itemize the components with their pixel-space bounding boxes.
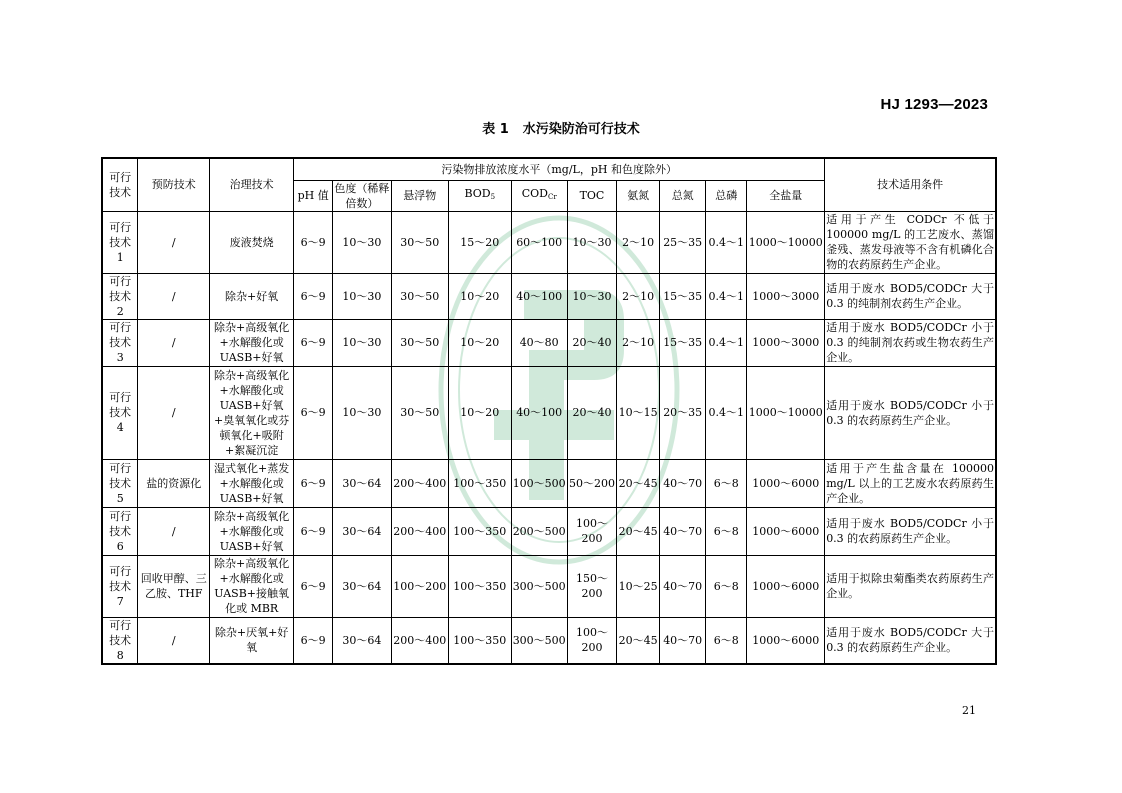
- cell-ss: 30～50: [391, 273, 448, 319]
- cell-cod: 40～100: [511, 273, 567, 319]
- header-prevention: 预防技术: [138, 158, 210, 211]
- cell-toc: 100～200: [567, 617, 616, 664]
- cell-conditions: 适用于拟除虫菊酯类农药原药生产企业。: [825, 555, 996, 617]
- cell-ph: 6～9: [294, 555, 333, 617]
- cell-cod: 40～100: [511, 366, 567, 459]
- page-number: 21: [962, 704, 976, 717]
- cell-ss: 30～50: [391, 319, 448, 366]
- cell-prevention: /: [138, 617, 210, 664]
- cell-color: 10～30: [333, 273, 391, 319]
- cell-ph: 6～9: [294, 507, 333, 555]
- cell-ph: 6～9: [294, 211, 333, 273]
- cell-ss: 200～400: [391, 617, 448, 664]
- cell-treatment: 除杂+高级氧化+水解酸化或UASB+好氧+臭氧氧化或芬顿氧化+吸附+絮凝沉淀: [210, 366, 294, 459]
- cell-salt: 1000～6000: [747, 459, 825, 507]
- cell-salt: 1000～6000: [747, 617, 825, 664]
- cell-salt: 1000～6000: [747, 507, 825, 555]
- cell-tech: 可行技术 5: [102, 459, 138, 507]
- cell-tp: 6～8: [706, 507, 747, 555]
- header-ph: pH 值: [294, 180, 333, 211]
- cell-tech: 可行技术 7: [102, 555, 138, 617]
- cell-tech: 可行技术 3: [102, 319, 138, 366]
- header-treatment: 治理技术: [210, 158, 294, 211]
- cell-ss: 30～50: [391, 211, 448, 273]
- cell-tp: 0.4～1: [706, 319, 747, 366]
- cell-color: 10～30: [333, 319, 391, 366]
- table-title: [0, 118, 1122, 137]
- cell-color: 10～30: [333, 366, 391, 459]
- cell-treatment: 除杂+高级氧化+水解酸化或UASB+接触氧化或 MBR: [210, 555, 294, 617]
- cell-tn: 40～70: [660, 555, 706, 617]
- cell-color: 30～64: [333, 555, 391, 617]
- table-row: [102, 319, 996, 366]
- cell-nh3n: 2～10: [617, 211, 660, 273]
- cell-tn: 15～35: [660, 273, 706, 319]
- cell-color: 10～30: [333, 211, 391, 273]
- cell-salt: 1000～3000: [747, 273, 825, 319]
- cell-toc: 150～200: [567, 555, 616, 617]
- cell-bod: 100～350: [448, 617, 511, 664]
- cell-ss: 200～400: [391, 507, 448, 555]
- cell-bod: 100～350: [448, 459, 511, 507]
- cell-bod: 15～20: [448, 211, 511, 273]
- cell-tech: 可行技术 8: [102, 617, 138, 664]
- cell-conditions: 适用于产生 CODCr 不低于 100000 mg/L 的工艺废水、蒸馏釜残、蒸发母液等不含有机磷化合物的农药原药生产企业。: [826, 213, 994, 271]
- cell-conditions: 适用于废水 BOD5/CODCr 小于 0.3 的农药原药生产企业。: [825, 366, 996, 459]
- cell-bod: 100～350: [448, 555, 511, 617]
- cell-treatment: 废液焚烧: [210, 211, 294, 273]
- cell-tp: 6～8: [706, 459, 747, 507]
- cell-salt: 1000～6000: [747, 555, 825, 617]
- cell-bod: 10～20: [448, 273, 511, 319]
- cell-cod: 100～500: [511, 459, 567, 507]
- cell-tp: 0.4～1: [706, 366, 747, 459]
- cell-tech: 可行技术 6: [102, 507, 138, 555]
- cell-color: 30～64: [333, 507, 391, 555]
- cell-conditions: 适用于废水 BOD5/CODCr 大于 0.3 的农药原药生产企业。: [825, 617, 996, 664]
- cell-ph: 6～9: [294, 319, 333, 366]
- cell-ph: 6～9: [294, 459, 333, 507]
- cell-ph: 6～9: [294, 273, 333, 319]
- cell-nh3n: 20～45: [617, 459, 660, 507]
- header-ss: 悬浮物: [391, 180, 448, 211]
- header-toc: TOC: [567, 180, 616, 211]
- cell-ss: 100～200: [391, 555, 448, 617]
- cell-color: 30～64: [333, 617, 391, 664]
- header-bod: $BOD_5$: [448, 180, 511, 211]
- cell-prevention: /: [138, 366, 210, 459]
- cell-salt: 1000～10000: [747, 211, 825, 273]
- cell-cod: 60～100: [511, 211, 567, 273]
- cell-conditions: 适用于产生盐含量在 100000 mg/L 以上的工艺废水农药原药生产企业。: [825, 459, 996, 507]
- cell-treatment: 除杂+高级氧化+水解酸化或UASB+好氧: [210, 507, 294, 555]
- header-tp: 总磷: [706, 180, 747, 211]
- cell-nh3n: 20～45: [617, 507, 660, 555]
- cell-toc: 10～30: [567, 273, 616, 319]
- document-number: HJ 1293—2023: [880, 96, 988, 113]
- header-tn: 总氮: [660, 180, 706, 211]
- cell-cod: 200～500: [511, 507, 567, 555]
- cell-salt: 1000～10000: [747, 366, 825, 459]
- cell-tn: 40～70: [660, 617, 706, 664]
- cell-prevention: /: [138, 211, 210, 273]
- cell-conditions: 适用于废水 BOD5/CODCr 小于 0.3 的农药原药生产企业。: [825, 507, 996, 555]
- header-color: 色度（稀释倍数）: [334, 181, 390, 210]
- table-row: [102, 507, 996, 555]
- cell-ss: 200～400: [391, 459, 448, 507]
- cell-nh3n: 10～15: [617, 366, 660, 459]
- cell-toc: 20～40: [567, 319, 616, 366]
- cell-tn: 20～35: [660, 366, 706, 459]
- cell-toc: 100～200: [567, 507, 616, 555]
- cell-tn: 25～35: [660, 211, 706, 273]
- cell-ph: 6～9: [294, 617, 333, 664]
- cell-tech: 可行技术 2: [102, 273, 138, 319]
- cell-toc: 50～200: [567, 459, 616, 507]
- cell-nh3n: 10～25: [617, 555, 660, 617]
- cell-tp: 6～8: [706, 555, 747, 617]
- cell-cod: 300～500: [511, 617, 567, 664]
- table-row: [102, 211, 996, 273]
- cell-tp: 0.4～1: [706, 273, 747, 319]
- cell-salt: 1000～3000: [747, 319, 825, 366]
- cell-bod: 10～20: [448, 319, 511, 366]
- cell-treatment: 湿式氧化+蒸发+水解酸化或UASB+好氧: [210, 459, 294, 507]
- cell-conditions: 适用于废水 BOD5/CODCr 大于 0.3 的纯制剂农药生产企业。: [825, 273, 996, 319]
- cell-nh3n: 2～10: [617, 319, 660, 366]
- cell-toc: 20～40: [567, 366, 616, 459]
- cell-prevention: /: [138, 319, 210, 366]
- table-row: [102, 555, 996, 617]
- cell-conditions: 适用于废水 BOD5/CODCr 小于 0.3 的纯制剂农药或生物农药生产企业。: [826, 321, 994, 364]
- header-tech: 可行技术: [102, 158, 138, 211]
- pollution-control-table: [101, 157, 997, 665]
- table-number: 表 1: [482, 122, 509, 137]
- cell-ss: 30～50: [391, 366, 448, 459]
- cell-nh3n: 2～10: [617, 273, 660, 319]
- table-row: [102, 459, 996, 507]
- cell-prevention: /: [138, 507, 210, 555]
- cell-tp: 6～8: [706, 617, 747, 664]
- cell-bod: 100～350: [448, 507, 511, 555]
- header-emission-group: 污染物排放浓度水平（mg/L，pH 和色度除外）: [294, 158, 825, 180]
- cell-prevention: /: [138, 273, 210, 319]
- table-row: [102, 366, 996, 459]
- cell-prevention: 盐的资源化: [138, 459, 210, 507]
- cell-tp: 0.4～1: [706, 211, 747, 273]
- cell-nh3n: 20～45: [617, 617, 660, 664]
- cell-tn: 40～70: [660, 507, 706, 555]
- header-cod: $COD_{Cr}$: [511, 180, 567, 211]
- cell-tn: 15～35: [660, 319, 706, 366]
- header-nh3n: 氨氮: [617, 180, 660, 211]
- cell-ph: 6～9: [294, 366, 333, 459]
- header-salt: 全盐量: [747, 180, 825, 211]
- cell-cod: 300～500: [511, 555, 567, 617]
- cell-tn: 40～70: [660, 459, 706, 507]
- cell-tech: 可行技术 1: [102, 211, 138, 273]
- cell-cod: 40～80: [511, 319, 567, 366]
- cell-bod: 10～20: [448, 366, 511, 459]
- table-row: [102, 273, 996, 319]
- cell-treatment: 除杂+好氧: [210, 273, 294, 319]
- cell-treatment: 除杂+厌氧+好氧: [210, 617, 294, 664]
- cell-toc: 10～30: [567, 211, 616, 273]
- cell-color: 30～64: [333, 459, 391, 507]
- cell-prevention: 回收甲醇、三乙胺、THF: [138, 555, 210, 617]
- table-row: [102, 617, 996, 664]
- header-conditions: 技术适用条件: [825, 158, 996, 211]
- table-title-text: 水污染防治可行技术: [522, 122, 640, 137]
- cell-tech: 可行技术 4: [102, 366, 138, 459]
- cell-treatment: 除杂+高级氧化+水解酸化或UASB+好氧: [210, 319, 294, 366]
